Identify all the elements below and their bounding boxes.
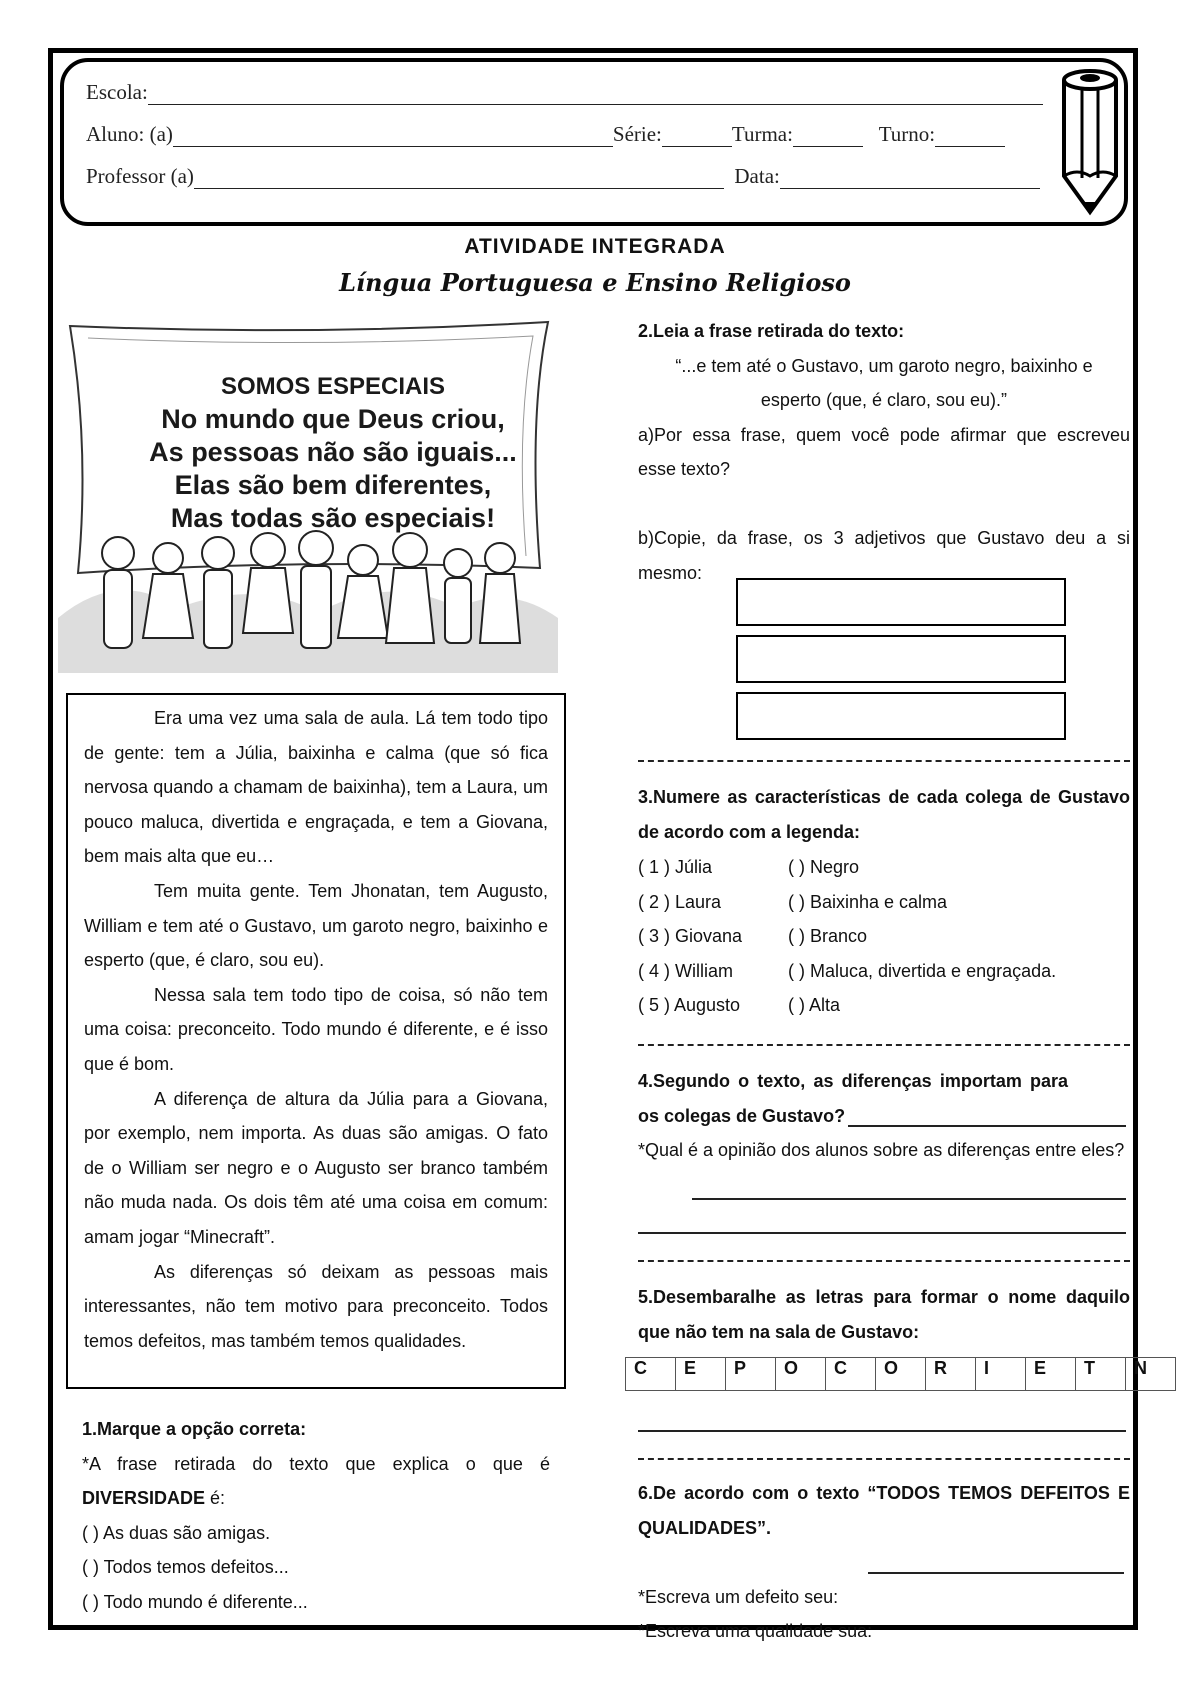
q1-option[interactable]: ( ) Todos temos defeitos... — [82, 1557, 289, 1578]
q1-option[interactable]: ( ) Todo mundo é diferente... — [82, 1591, 308, 1612]
q4-answer-line[interactable] — [848, 1125, 1126, 1127]
professor-label: Professor (a) — [86, 164, 194, 188]
letter-cell: E — [676, 1358, 726, 1391]
q6-block — [638, 1476, 1130, 1649]
q6-defeito-prompt: *Escreva um defeito seu: — [638, 1586, 839, 1607]
q6-title: 6.De acordo com o texto “TODOS TEMOS DEFEITOS E QUALIDADES”. — [638, 1483, 1130, 1538]
q5-block — [638, 1280, 1130, 1349]
aluno-field[interactable] — [173, 126, 613, 147]
turma-label: Turma: — [731, 122, 793, 146]
q4-answer-line[interactable] — [638, 1232, 1126, 1234]
professor-field[interactable] — [194, 168, 724, 189]
page-subtitle: Língua Portuguesa e Ensino Religioso — [339, 268, 851, 297]
q2-title: 2.Leia a frase retirada do texto: — [638, 321, 905, 341]
q3-answer-item[interactable]: ( ) Negro — [788, 857, 860, 877]
q1-prompt-a: *A frase retirada do texto que explica o que é — [82, 1453, 550, 1474]
q3-answer-item[interactable]: ( ) Branco — [788, 926, 868, 947]
aluno-row — [86, 122, 1005, 147]
q3-legend-item: ( 4 ) William — [638, 960, 733, 981]
q1-prompt-rest: é: — [205, 1488, 226, 1509]
data-field[interactable] — [780, 168, 1040, 189]
somos-especiais-poster — [58, 318, 558, 673]
letter-cell: O — [776, 1358, 826, 1391]
letter-cell: N — [1126, 1358, 1176, 1391]
escola-label: Escola: — [86, 80, 148, 104]
poster-line-3: As pessoas não são iguais... — [149, 437, 517, 467]
q4-answer-line[interactable] — [692, 1198, 1126, 1200]
q1-keyword: DIVERSIDADE — [82, 1488, 206, 1509]
letter-cell: E — [1026, 1358, 1076, 1391]
q4-block — [638, 1064, 1130, 1168]
section-divider — [638, 1044, 1130, 1046]
letter-cell: C — [826, 1358, 876, 1391]
escola-row — [86, 80, 1043, 105]
letter-cell: O — [876, 1358, 926, 1391]
q1-option[interactable]: ( ) As duas são amigas. — [82, 1522, 271, 1543]
q3-legend-list — [638, 850, 742, 1023]
letter-cell: P — [726, 1358, 776, 1391]
data-label: Data: — [734, 164, 780, 188]
turma-field[interactable] — [793, 126, 863, 147]
story-paragraph: Tem muita gente. Tem Jhonatan, tem Augusto, William e tem até o Gustavo, um garoto negro, baixinho e esperto (que, é claro, sou eu). — [84, 880, 548, 971]
q3-answer-list — [788, 850, 1056, 1023]
letter-cell: C — [626, 1358, 676, 1391]
section-divider — [638, 1260, 1130, 1262]
q3-legend-item: ( 5 ) Augusto — [638, 995, 741, 1016]
poster-line-4: Elas são bem diferentes, — [174, 470, 492, 500]
pencil-icon — [1055, 66, 1125, 216]
q1-title: 1.Marque a opção correta: — [82, 1419, 307, 1439]
story-paragraph: As diferenças só deixam as pessoas mais interessantes, não tem motivo para preconceito. Todos temos defeitos, mas também temos qualidades. — [84, 1261, 548, 1351]
q3-answer-item[interactable]: ( ) Baixinha e calma — [788, 891, 948, 912]
q3-legend-item: ( 1 ) Júlia — [638, 857, 713, 877]
scrambled-letters-grid — [625, 1357, 1176, 1391]
q6-defeito-line[interactable] — [868, 1572, 1124, 1574]
q4-subquestion: *Qual é a opinião dos alunos sobre as diferenças entre eles? — [638, 1140, 1125, 1161]
turno-field[interactable] — [935, 126, 1005, 147]
escola-field[interactable] — [148, 84, 1043, 105]
q2-part-b: b)Copie, da frase, os 3 adjetivos que Gustavo deu a si mesmo: — [638, 527, 1130, 583]
q2-part-a: a)Por essa frase, quem você pode afirmar que escreveu esse texto? — [638, 424, 1130, 480]
q5-answer-line[interactable] — [638, 1430, 1126, 1432]
q2-quote-line1: “...e tem até o Gustavo, um garoto negro, baixinho e — [675, 355, 1093, 376]
turno-label: Turno: — [878, 122, 936, 146]
q3-answer-item[interactable]: ( ) Maluca, divertida e engraçada. — [788, 960, 1057, 981]
story-paragraph: Nessa sala tem todo tipo de coisa, só não tem uma coisa: preconceito. Todo mundo é diferente, e é isso que é bom. — [84, 984, 548, 1074]
q1-block — [82, 1412, 550, 1620]
poster-text — [128, 370, 538, 535]
adjective-answer-box-2[interactable] — [736, 635, 1066, 683]
letter-cell: T — [1076, 1358, 1126, 1391]
poster-line-5: Mas todas são especiais! — [170, 503, 496, 533]
q3-title: 3.Numere as características de cada colega de Gustavo de acordo com a legenda: — [638, 787, 1130, 842]
story-box — [66, 693, 566, 1389]
letter-cell: I — [976, 1358, 1026, 1391]
poster-line-2: No mundo que Deus criou, — [161, 404, 505, 434]
adjective-answer-box-3[interactable] — [736, 692, 1066, 740]
q2-block — [638, 314, 1130, 590]
q5-title: 5.Desembaralhe as letras para formar o nome daquilo que não tem na sala de Gustavo: — [638, 1287, 1130, 1342]
adjective-answer-box-1[interactable] — [736, 578, 1066, 626]
q3-block — [638, 780, 1130, 849]
section-divider — [638, 1458, 1130, 1460]
page-title: ATIVIDADE INTEGRADA — [464, 235, 726, 258]
serie-label: Série: — [612, 122, 662, 146]
q2-quote-line2: esperto (que, é claro, sou eu).” — [760, 390, 1008, 411]
letter-cell: R — [926, 1358, 976, 1391]
q3-legend-item: ( 2 ) Laura — [638, 891, 722, 912]
aluno-label: Aluno: (a) — [86, 122, 173, 146]
serie-field[interactable] — [662, 126, 732, 147]
story-paragraph: Era uma vez uma sala de aula. Lá tem todo tipo de gente: tem a Júlia, baixinha e calma (que só fica nervosa quando a chamam de baixinha), tem a Laura, um pouco maluca, divertida e engraçada, e tem a Giovana, bem mais alta que eu… — [84, 708, 548, 867]
section-divider — [638, 760, 1130, 762]
poster-line-1: SOMOS ESPECIAIS — [220, 373, 446, 400]
q4-title: 4.Segundo o texto, as diferenças importam para os colegas de Gustavo? — [638, 1071, 1068, 1126]
q6-qualidade-prompt: *Escreva uma qualidade sua: — [638, 1621, 873, 1642]
q3-legend-item: ( 3 ) Giovana — [638, 926, 743, 947]
story-paragraph: A diferença de altura da Júlia para a Giovana, por exemplo, nem importa. As duas são amigas. O fato de o William ser negro e o Augusto ser branco também não muda nada. Os dois têm até uma coisa em comum: amam jogar “Minecraft”. — [84, 1088, 548, 1247]
q3-answer-item[interactable]: ( ) Alta — [788, 995, 841, 1016]
q1-prompt-b — [82, 1481, 550, 1516]
professor-row — [86, 164, 1040, 189]
